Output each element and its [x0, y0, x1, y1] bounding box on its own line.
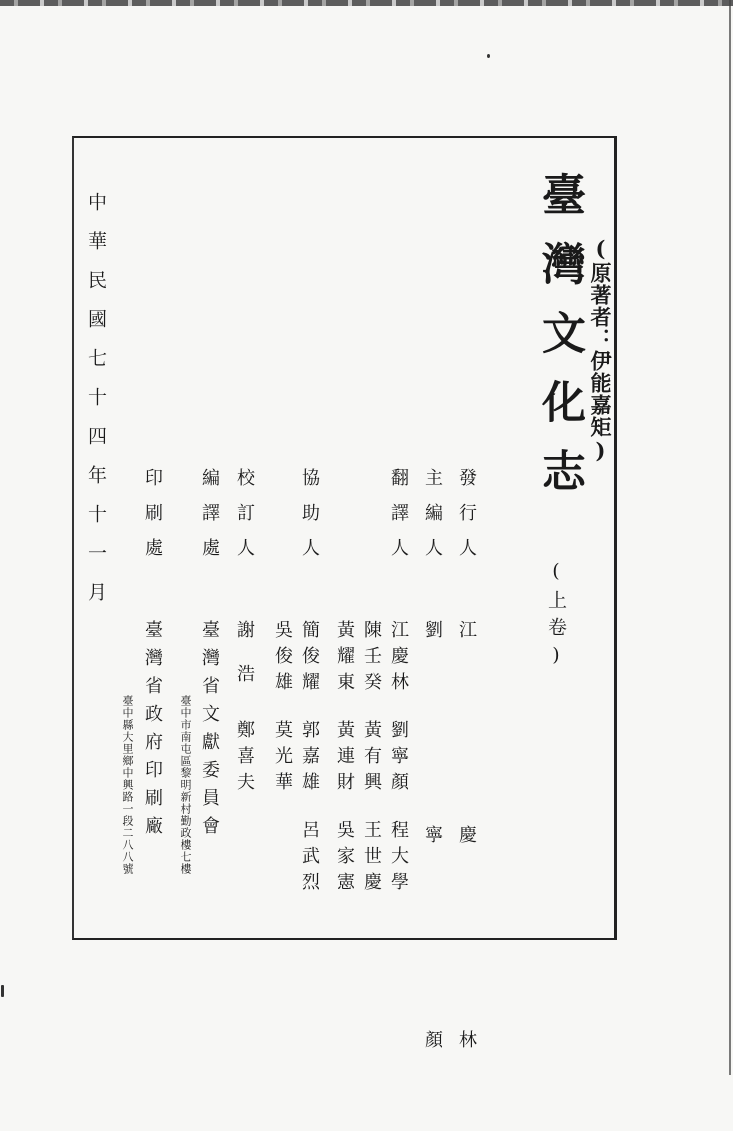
editor-name: 劉 寧 顏 [422, 620, 443, 1131]
compiler-name: 臺灣省文獻委員會 [199, 620, 220, 844]
publisher-name: 江 慶 林 [456, 620, 477, 1131]
assistant-name: 莫光華 [272, 720, 293, 798]
assistant-name: 簡俊耀 [299, 620, 320, 698]
proofreader-name: 謝浩 [234, 620, 255, 708]
editor-role: 主編人 [422, 468, 443, 573]
printer-name: 臺灣省政府印刷廠 [142, 620, 163, 844]
translator-role: 翻譯人 [388, 468, 409, 573]
translator-name: 黃連財 [334, 720, 355, 798]
translator-name: 黃有興 [361, 720, 382, 798]
translator-name: 吳家憲 [334, 820, 355, 898]
volume-label: (上卷) [545, 560, 567, 674]
compiler-role: 編譯處 [199, 468, 220, 573]
scan-speck [487, 54, 490, 58]
proofreader-name: 鄭喜夫 [234, 720, 255, 798]
scan-edge-top [0, 0, 733, 6]
translator-name: 王世慶 [361, 820, 382, 898]
translator-name: 程大學 [388, 820, 409, 898]
translator-name: 劉寧顏 [388, 720, 409, 798]
translator-name: 黃耀東 [334, 620, 355, 698]
translator-name: 陳壬癸 [361, 620, 382, 698]
publisher-role: 發行人 [456, 468, 477, 573]
proofreader-role: 校訂人 [234, 468, 255, 573]
scan-edge-right [729, 0, 731, 1075]
assistant-name: 呂武烈 [299, 820, 320, 898]
printer-address: 臺中縣大里鄉中興路一段二八八號 [121, 695, 134, 875]
scan-speck [1, 985, 4, 997]
assistant-name: 吳俊雄 [272, 620, 293, 698]
assistant-name: 郭嘉雄 [299, 720, 320, 798]
publication-date: 中華民國七十四年十一月 [85, 192, 107, 621]
book-title: 臺灣文化志 [534, 172, 585, 517]
assistant-role: 協助人 [299, 468, 320, 573]
author-note: (原著者：伊能嘉矩) [588, 236, 613, 464]
compiler-address: 臺中市南屯區黎明新村勤政樓七樓 [179, 695, 192, 875]
printer-role: 印刷處 [142, 468, 163, 573]
translator-name: 江慶林 [388, 620, 409, 698]
